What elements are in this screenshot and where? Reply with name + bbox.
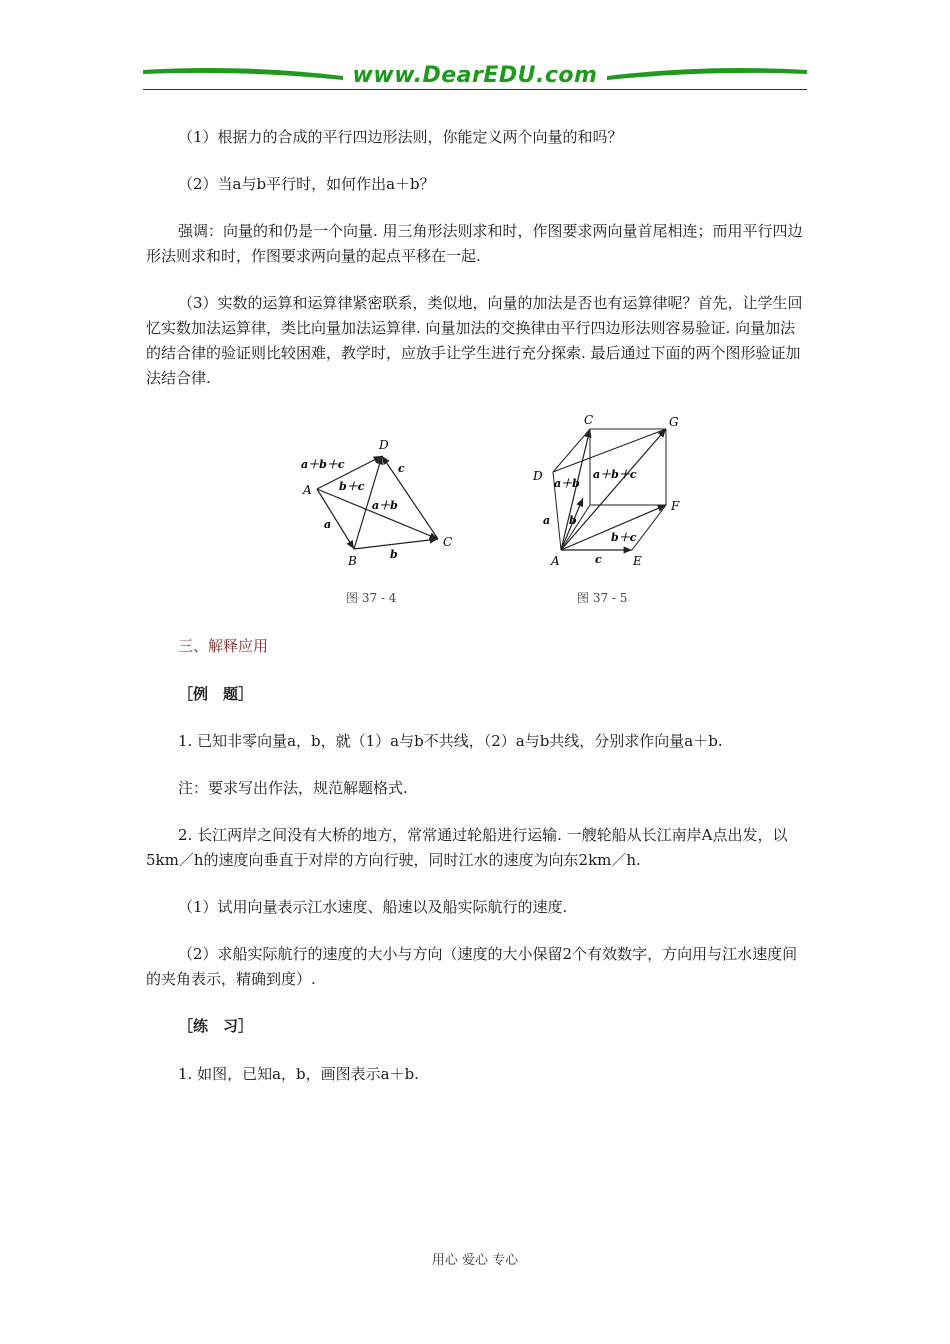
paragraph-q3: （3）实数的运算和运算律紧密联系，类似地，向量的加法是否也有运算律呢？首先，让学生回忆实数加法运算律，类比向量加法运算律. 向量加法的交换律由平行四边形法则容易验证. 向量加法的结合律的验证则比较困难，教学时，应放手让学生进行充分探索. 最后通过下面的两个图形验证加法结合律.: [146, 294, 803, 387]
label-a: a: [543, 514, 551, 527]
label-b-plus-c: b＋c: [611, 531, 637, 544]
label-b: b: [569, 514, 577, 527]
practice-heading: ［练 习］: [178, 1017, 254, 1035]
section-title: 三、解释应用: [178, 637, 269, 655]
figure-37-4: [295, 430, 465, 610]
point-label-d: D: [533, 469, 543, 483]
paragraph-q1: （1）根据力的合成的平行四边形法则，你能定义两个向量的和吗？: [178, 128, 623, 146]
point-label-b: B: [348, 554, 357, 568]
label-b-plus-c: b＋c: [339, 480, 365, 493]
example-2-part-2: （2）求船实际航行的速度的大小与方向（速度的大小保留2个有效数字，方向用与江水速度间的夹角表示，精确到度）.: [146, 945, 798, 988]
vector-a: [317, 489, 354, 549]
label-c: c: [595, 553, 602, 566]
label-a-plus-b-plus-c: a＋b＋c: [301, 458, 345, 471]
example-2-part-1: （1）试用向量表示江水速度、船速以及船实际航行的速度.: [178, 898, 568, 916]
example-heading: ［例 题］: [178, 685, 254, 703]
label-a-plus-b: a＋b: [372, 499, 398, 512]
point-label-c: C: [443, 535, 453, 549]
label-a: a: [324, 518, 332, 531]
figure-caption: 图 37 - 4: [346, 591, 397, 605]
point-label-g: G: [669, 415, 679, 429]
page-footer: 用心 爱心 专心: [431, 1253, 519, 1268]
label-b: b: [390, 548, 398, 561]
point-label-c: C: [584, 413, 594, 427]
label-c: c: [398, 462, 405, 475]
figure-37-5: [525, 410, 695, 610]
example-2: 2. 长江两岸之间没有大桥的地方，常常通过轮船进行运输. 一艘轮船从长江南岸A点出发，以5km／h的速度向垂直于对岸的方向行驶，同时江水的速度为向东2km／h.: [146, 826, 788, 869]
label-a-plus-b-plus-c: a＋b＋c: [593, 468, 637, 481]
paragraph-q2: （2）当a与b平行时，如何作出a＋b？: [178, 175, 435, 193]
site-logo[interactable]: www.DearEDU.com: [352, 63, 598, 88]
point-label-e: E: [633, 554, 642, 568]
example-1: 1. 已知非零向量a，b，就（1）a与b不共线，（2）a与b共线，分别求作向量a＋b.: [178, 732, 723, 750]
point-label-a: A: [303, 483, 312, 497]
figure-caption: 图 37 - 5: [577, 591, 628, 605]
vector-dg: [553, 429, 666, 472]
vector-c: [382, 456, 438, 539]
point-label-f: F: [671, 499, 680, 513]
point-label-a: A: [551, 554, 560, 568]
label-a-plus-b: a＋b: [554, 477, 580, 490]
header-rule: [143, 89, 807, 90]
example-note: 注：要求写出作法，规范解题格式.: [178, 779, 408, 797]
vector-a-plus-b: [317, 489, 438, 539]
point-label-d: D: [379, 438, 389, 452]
paragraph-emphasis: 强调：向量的和仍是一个向量. 用三角形法则求和时，作图要求两向量首尾相连；而用平行四边形法则求和时，作图要求两向量的起点平移在一起.: [146, 222, 803, 265]
practice-1: 1. 如图，已知a，b，画图表示a＋b.: [178, 1065, 419, 1083]
